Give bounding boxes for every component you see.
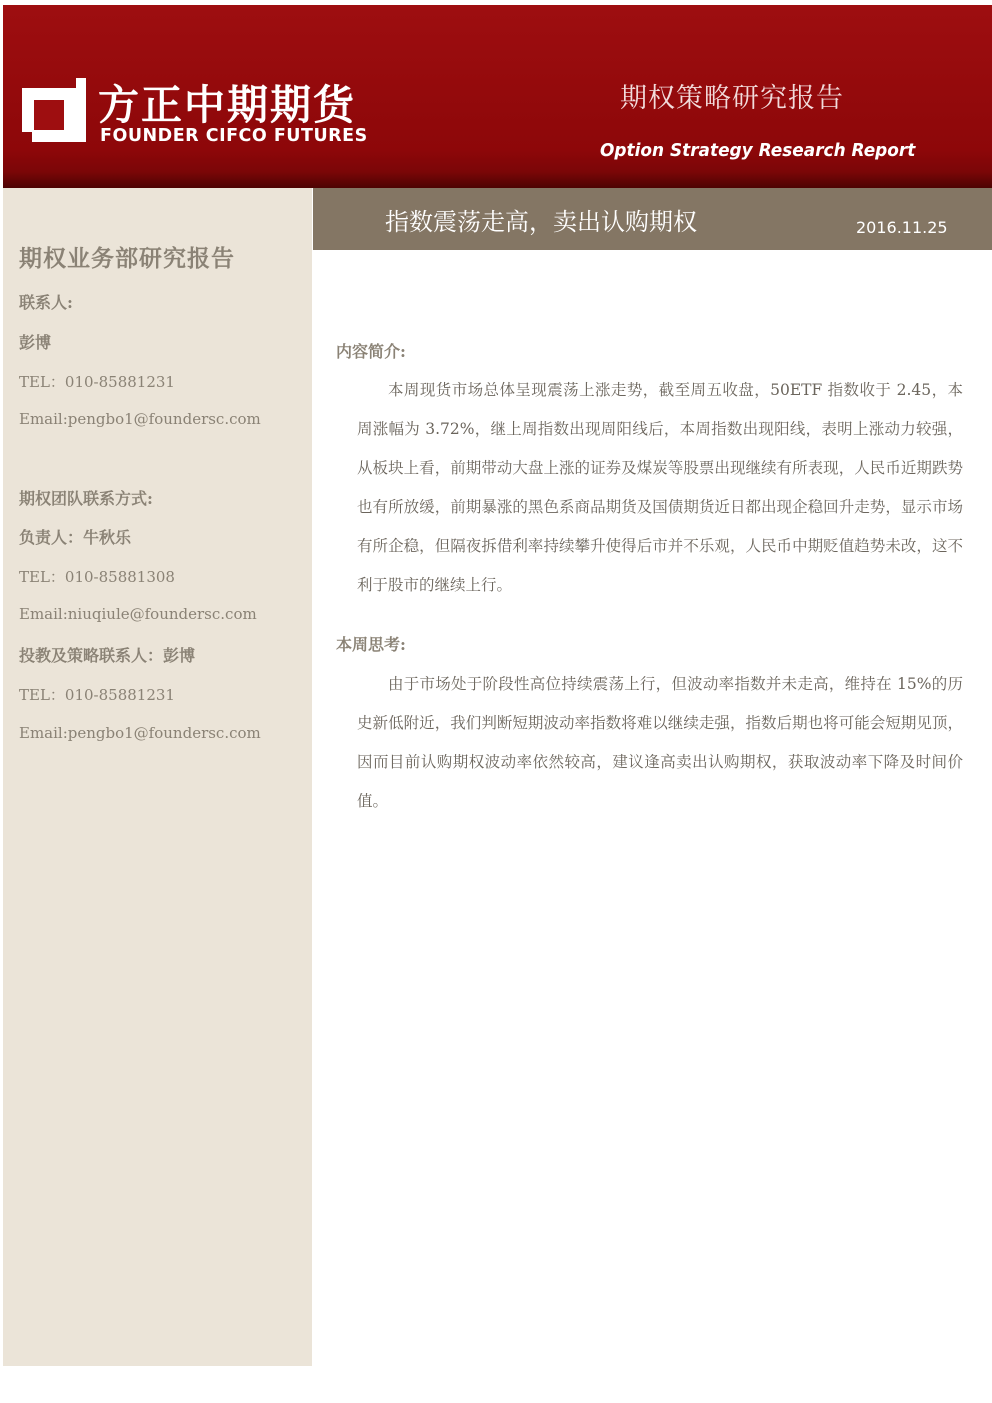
edu-strategy-contact: 投教及策略联系人：彭博 [19, 646, 196, 665]
edu-contact-email[interactable]: Email:pengbo1@foundersc.com [19, 724, 261, 742]
department-title: 期权业务部研究报告 [19, 245, 235, 272]
contact-name: 彭博 [19, 333, 52, 352]
summary-paragraph: 本周现货市场总体呈现震荡上涨走势，截至周五收盘，50ETF 指数收于 2.45，本周涨幅为 3.72%，继上周指数出现周阳线后，本周指数出现阳线，表明上涨动力较强，从板块上看，前期带动大盘上涨的证券及煤炭等股票出现继续有所表现，人民币近期跌势也有所放缓，前期暴涨的黑色系商品期货及国债期货近日都出现企稳回升走势，显示市场有所企稳，但隔夜拆借利率持续攀升使得后市并不乐观，人民币中期贬值趋势未改，这不利于股市的继续上行。 [357, 381, 963, 594]
contact-tel: TEL：010-85881231 [19, 373, 175, 391]
team-leader: 负责人：牛秋乐 [19, 528, 132, 547]
report-type-cn: 期权策略研究报告 [620, 83, 844, 114]
report-date: 2016.11.25 [856, 218, 948, 237]
summary-heading: 内容简介: [336, 342, 406, 361]
team-leader-tel: TEL：010-85881308 [19, 568, 175, 586]
header-shadow [3, 172, 992, 188]
company-name-cn: 方正中期期货 [98, 81, 356, 129]
contact-label: 联系人: [19, 293, 73, 312]
contact-sidebar [3, 188, 312, 1366]
report-headline: 指数震荡走高，卖出认购期权 [385, 208, 697, 236]
report-type-en: Option Strategy Research Report [600, 140, 916, 161]
team-contact-label: 期权团队联系方式: [19, 489, 153, 508]
company-logo-icon [22, 78, 86, 142]
edu-contact-tel: TEL：010-85881231 [19, 686, 175, 704]
contact-email[interactable]: Email:pengbo1@foundersc.com [19, 410, 261, 428]
title-bar [313, 188, 992, 250]
thinking-heading: 本周思考: [336, 635, 406, 654]
team-leader-email[interactable]: Email:niuqiule@foundersc.com [19, 605, 257, 623]
thinking-paragraph: 由于市场处于阶段性高位持续震荡上行，但波动率指数并未走高，维持在 15%的历史新低附近，我们判断短期波动率指数将难以继续走强，指数后期也将可能会短期见顶，因而目前认购期权波动率依然较高，建议逢高卖出认购期权，获取波动率下降及时间价值。 [357, 675, 963, 810]
company-name-en: FOUNDER CIFCO FUTURES [100, 126, 368, 146]
